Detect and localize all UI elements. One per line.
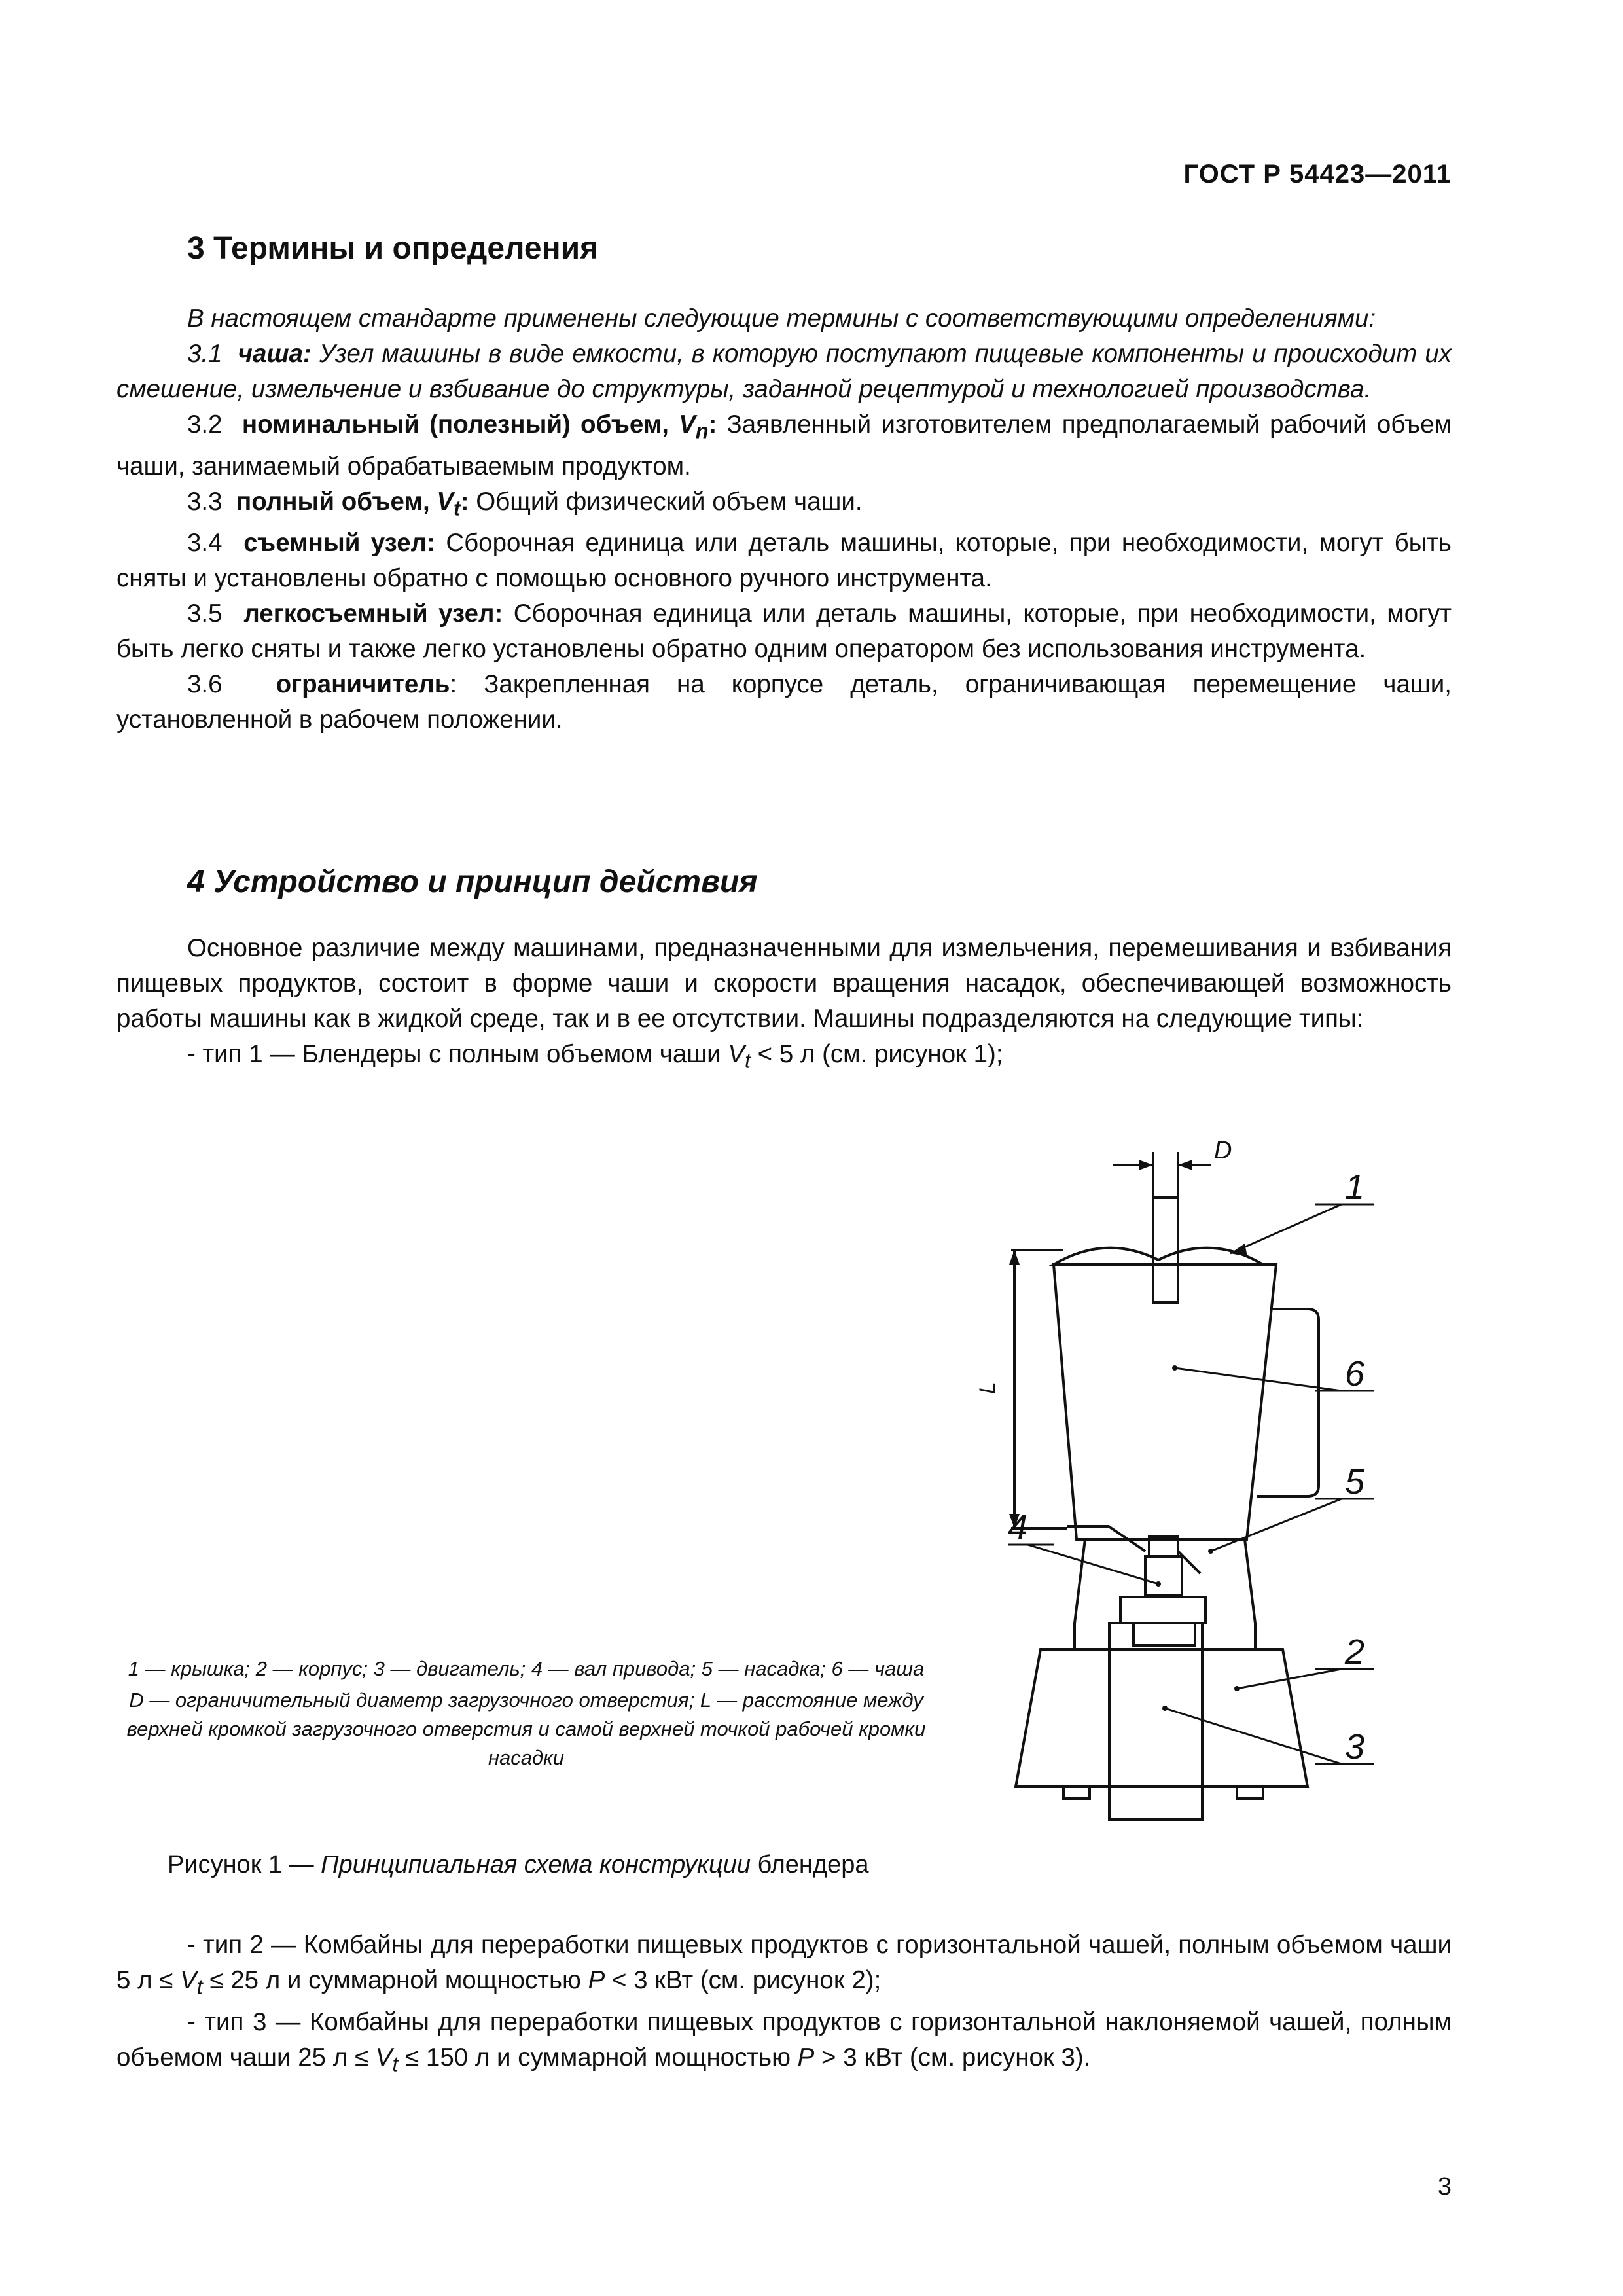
- term-3-4: 3.4 съемный узел: Сборочная единица или деталь машины, которые, при необходимости, могут быть сняты и установлены обратно с помощью основного ручного инструмента.: [116, 529, 1452, 593]
- shaft-top: [1153, 1198, 1178, 1302]
- lid: [1054, 1248, 1263, 1265]
- figure-legend-parts: 1 — крышка; 2 — корпус; 3 — двигатель; 4 — вал привода; 5 — насадка; 6 — чаша: [128, 1657, 925, 1680]
- page-number: 3: [1437, 2173, 1452, 2200]
- document-header: ГОСТ Р 54423—2011: [1183, 160, 1452, 188]
- term-3-5: 3.5 легкосъемный узел: Сборочная единица или деталь машины, которые, при необходимости, могут быть легко сняты и также легко установлены обратно одним оператором без использования инструмента.: [116, 600, 1452, 664]
- section-3-heading: 3 Термины и определения: [187, 231, 599, 266]
- bowl: [1054, 1265, 1276, 1539]
- figure-legend: [116, 1655, 936, 1772]
- base-housing: [1016, 1649, 1308, 1787]
- section-4-paragraph: Основное различие между машинами, предназначенными для измельчения, перемешивания и взбивания пищевых продуктов, состоит в форме чаши и скорости вращения насадок, обеспечивающей возможность работы машины как в жидкой среде, так и в ее отсутствии. Машины подразделяются на следующие типы:: [116, 934, 1452, 1033]
- blender-schematic: [949, 1126, 1446, 1885]
- type-2-line: - тип 2 — Комбайны для переработки пищевых продуктов с горизонтальной чашей, полным объемом чаши 5 $л \le V_t \le 25$ л и суммарной мощностью P < 3 кВт (см. рисунок 2);: [116, 1931, 1452, 1999]
- label-1: 1: [1345, 1168, 1365, 1207]
- section-3-intro: В настоящем стандарте применены следующие термины с соответствующими определениями:: [187, 304, 1376, 332]
- types-2-3: [116, 1928, 1452, 2081]
- term-3-6: 3.6 ограничитель: Закрепленная на корпусе деталь, ограничивающая перемещение чаши, установленной в рабочем положении.: [116, 670, 1452, 734]
- term-3-1: 3.1 чаша: Узел машины в виде емкости, в которую поступают пищевые компоненты и происходит их смешение, измельчение и взбивание до структуры, заданной рецептурой и технологией производства.: [116, 340, 1452, 403]
- motor: [1109, 1623, 1202, 1820]
- section-4-heading: 4 Устройство и принцип действия: [187, 865, 758, 899]
- label-D: D: [1214, 1137, 1232, 1164]
- label-6: 6: [1345, 1354, 1365, 1393]
- label-L: L: [975, 1382, 1000, 1394]
- figure-title: Рисунок 1 — Принципиальная схема конструкции блендера: [168, 1851, 869, 1878]
- label-5: 5: [1345, 1462, 1365, 1501]
- type-3-line: - тип 3 — Комбайны для переработки пищевых продуктов с горизонтальной наклоняемой чашей, полным объемом чаши 25 $л \le V_t \le 150$ л и суммарной мощностью P > 3 кВт (см. рисунок 3).: [116, 2007, 1452, 2076]
- type-1-line: - тип 1 — Блендеры с полным объемом чаши $V_t < 5$ л (см. рисунок 1);: [187, 1040, 1003, 1073]
- label-4: 4: [1008, 1508, 1028, 1547]
- label-3: 3: [1345, 1727, 1365, 1767]
- figure-legend-dimensions: D — ограничительный диаметр загрузочного отверстия; L — расстояние между верхней кромкой загрузочного отверстия и самой верхней точкой рабочей кромки насадки: [126, 1689, 926, 1769]
- section-4-body: [116, 931, 1452, 1079]
- section-3-body: [116, 301, 1452, 738]
- label-2: 2: [1345, 1632, 1365, 1672]
- term-3-2: 3.2 номинальный (полезный) объем, $V_n$: Заявленный изготовителем предполагаемый рабочий объем чаши, занимаемый обрабатываемым продуктом.: [116, 410, 1452, 480]
- term-3-3: 3.3 полный объем, $V_t$: Общий физический объем чаши.: [187, 487, 863, 520]
